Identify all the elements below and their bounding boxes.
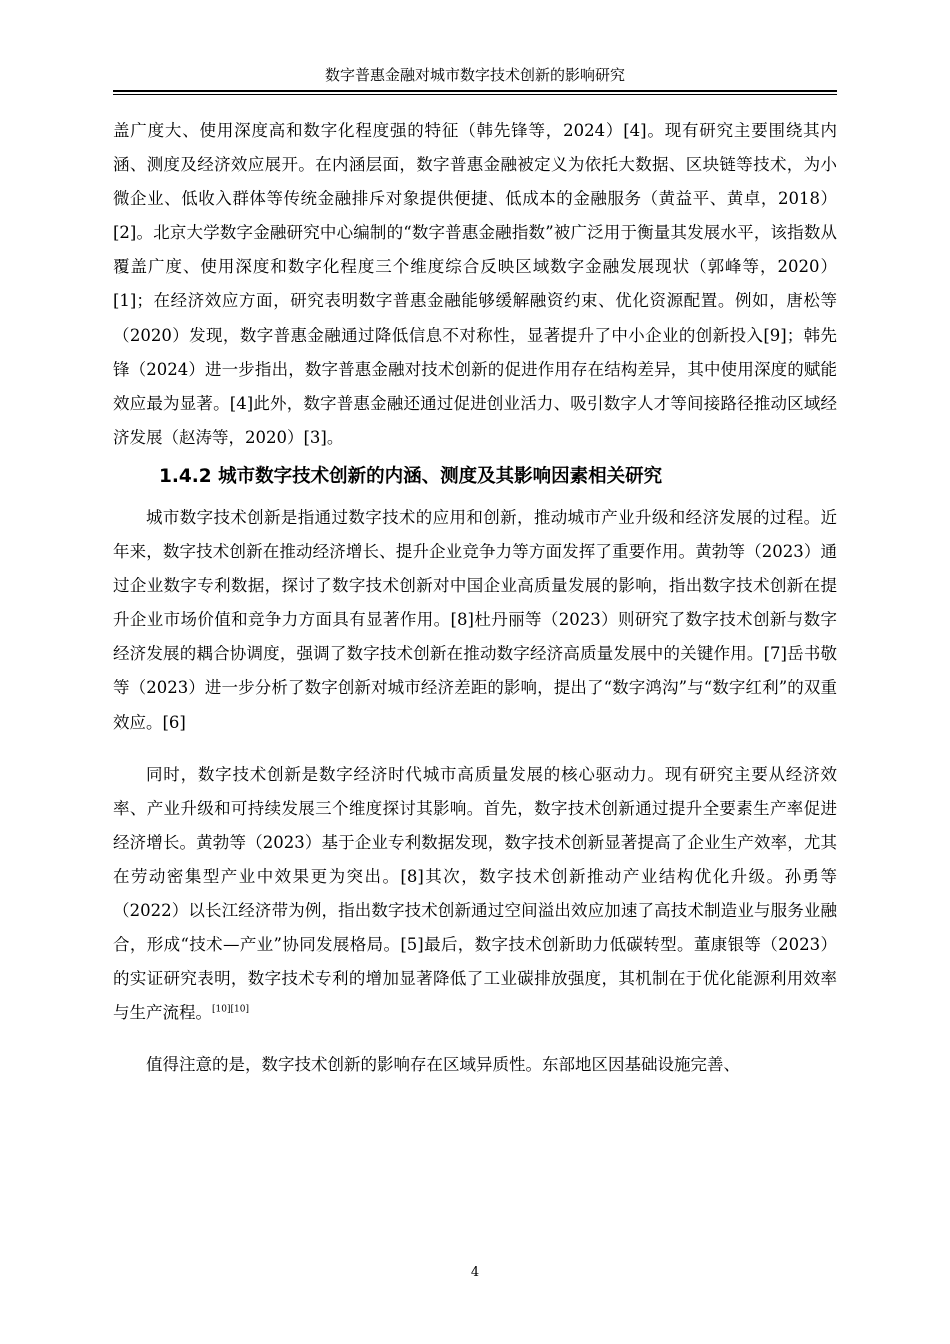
paragraph-regional-heterogeneity: 值得注意的是，数字技术创新的影响存在区域异质性。东部地区因基础设施完善、 <box>146 1055 740 1075</box>
running-header: 数字普惠金融对城市数字技术创新的影响研究 <box>324 66 625 84</box>
page-number: 4 <box>470 1265 480 1280</box>
paragraph-text: 同时，数字技术创新是数字经济时代城市高质量发展的核心驱动力。现有研究主要从经济效率、产业升级和可持续发展三个维度探讨其影响。首先，数字技术创新通过提升全要素生产率促进经济增长。黄勃等（2023）基于企业专利数据发现，数字技术创新显著提高了企业生产效率，尤其在劳动密集型产业中效果更为突出。[8]其次，数字技术创新推动产业结构优化升级。孙勇等（2022）以长江经济带为例，指出数字技术创新通过空间溢出效应加速了高技术制造业与服务业融合，形成“技术—产业”协同发展格局。[5]最后，数字技术创新助力低碳转型。董康银等（2023）的实证研究表明，数字技术专利的增加显著降低了工业碳排放强度，其机制在于优化能源利用效率与生产流程。 <box>113 764 837 1023</box>
section-heading: 1.4.2 城市数字技术创新的内涵、测度及其影响因素相关研究 <box>159 465 663 487</box>
citation-superscript: [10][10] <box>212 1004 249 1015</box>
paragraph-digital-innovation-definition: 城市数字技术创新是指通过数字技术的应用和创新，推动城市产业升级和经济发展的过程。近年来，数字技术创新在推动经济增长、提升企业竞争力等方面发挥了重要作用。黄勃等（2023）通过企业数字专利数据，探讨了数字技术创新对中国企业高质量发展的影响，指出数字技术创新在提升企业市场价值和竞争力方面具有显著作用。[8]杜丹丽等（2023）则研究了数字技术创新与数字经济发展的耦合协调度，强调了数字技术创新在推动数字经济高质量发展中的关键作用。[7]岳书敬等（2023）进一步分析了数字创新对城市经济差距的影响，提出了“数字鸿沟”与“数字红利”的双重效应。[6] <box>113 507 837 732</box>
paragraph-digital-innovation-impact <box>113 758 837 1031</box>
header-rule <box>113 90 837 95</box>
body-text <box>113 114 837 1082</box>
paragraph-continued: 盖广度大、使用深度高和数字化程度强的特征（韩先锋等，2024）[4]。现有研究主要围绕其内涵、测度及经济效应展开。在内涵层面，数字普惠金融被定义为依托大数据、区块链等技术，为小微企业、低收入群体等传统金融排斥对象提供便捷、低成本的金融服务（黄益平、黄卓，2018）[2]。北京大学数字金融研究中心编制的“数字普惠金融指数”被广泛用于衡量其发展水平，该指数从覆盖广度、使用深度和数字化程度三个维度综合反映区域数字金融发展现状（郭峰等，2020）[1]；在经济效应方面，研究表明数字普惠金融能够缓解融资约束、优化资源配置。例如，唐松等（2020）发现，数字普惠金融通过降低信息不对称性，显著提升了中小企业的创新投入[9]；韩先锋（2024）进一步指出，数字普惠金融对技术创新的促进作用存在结构差异，其中使用深度的赋能效应最为显著。[4]此外，数字普惠金融还通过促进创业活力、吸引数字人才等间接路径推动区域经济发展（赵涛等，2020）[3]。 <box>113 121 837 447</box>
